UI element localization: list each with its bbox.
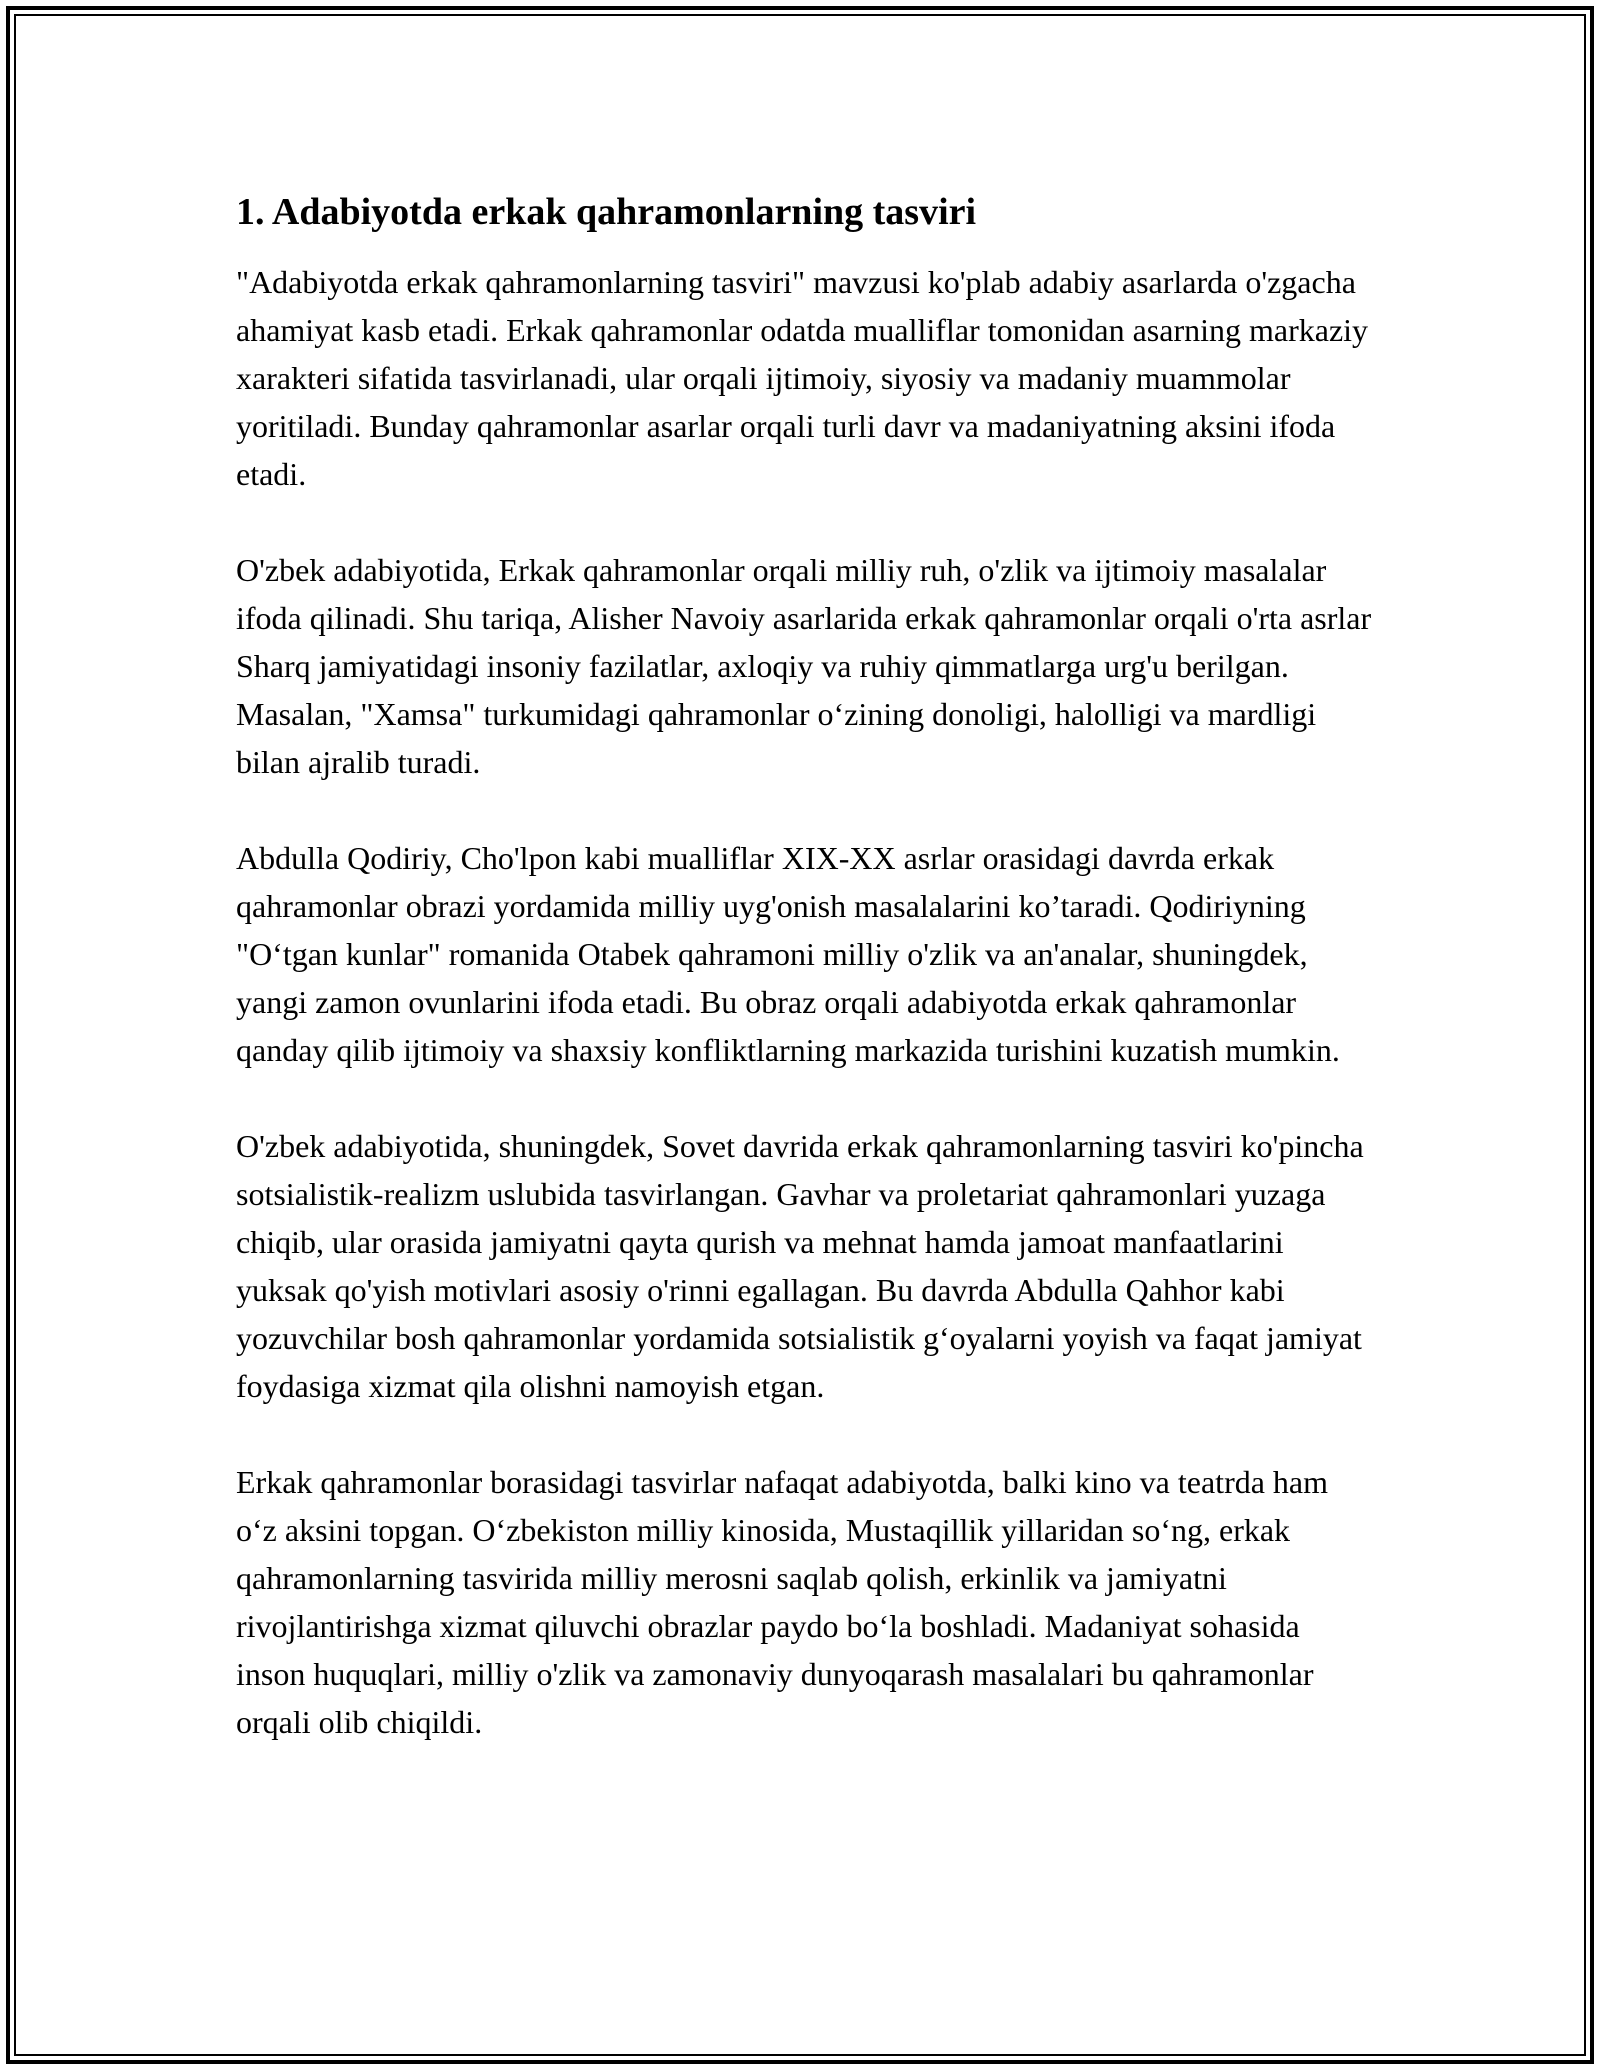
section-heading: 1. Adabiyotda erkak qahramonlarning tasviri xyxy=(236,191,977,233)
paragraph-5: Erkak qahramonlar borasidagi tasvirlar nafaqat adabiyotda, balki kino va teatrda ham o‘z aksini topgan. O‘zbekiston milliy kinosida, Mustaqillik yillaridan so‘ng, erkak qahramonlarning tasvirida milliy merosni saqlab qolish, erkinlik va jamiyatni rivojlantirishga xizmat qiluvchi obrazlar paydo bo‘la boshladi. Madaniyat sohasida inson huquqlari, milliy o'zlik va zamonaviy dunyoqarash masalalari bu qahramonlar orqali olib chiqildi. xyxy=(236,1464,1329,1740)
paragraph-2: O'zbek adabiyotida, Erkak qahramonlar orqali milliy ruh, o'zlik va ijtimoiy masalalar ifoda qilinadi. Shu tariqa, Alisher Navoiy asarlarida erkak qahramonlar orqali o'rta asrlar Sharq jamiyatidagi insoniy fazilatlar, axloqiy va ruhiy qimmatlarga urg'u berilgan. Masalan, "Xamsa" turkumidagi qahramonlar o‘zining donoligi, halolligi va mardligi bilan ajralib turadi. xyxy=(236,552,1372,780)
paragraph-3: Abdulla Qodiriy, Cho'lpon kabi mualliflar XIX-XX asrlar orasidagi davrda erkak qahramonlar obrazi yordamida milliy uyg'onish masalalarini ko’taradi. Qodiriyning "O‘tgan kunlar" romanida Otabek qahramoni milliy o'zlik va an'analar, shuningdek, yangi zamon ovunlarini ifoda etadi. Bu obraz orqali adabiyotda erkak qahramonlar qanday qilib ijtimoiy va shaxsiy konfliktlarning markazida turishini kuzatish mumkin. xyxy=(236,840,1340,1068)
paragraph-1: "Adabiyotda erkak qahramonlarning tasviri" mavzusi ko'plab adabiy asarlarda o'zgacha ahamiyat kasb etadi. Erkak qahramonlar odatda mualliflar tomonidan asarning markaziy xarakteri sifatida tasvirlanadi, ular orqali ijtimoiy, siyosiy va madaniy muammolar yoritiladi. Bunday qahramonlar asarlar orqali turli davr va madaniyatning aksini ifoda etadi. xyxy=(236,264,1369,492)
paragraph-4: O'zbek adabiyotida, shuningdek, Sovet davrida erkak qahramonlarning tasviri ko'pincha sotsialistik-realizm uslubida tasvirlangan. Gavhar va proletariat qahramonlari yuzaga chiqib, ular orasida jamiyatni qayta qurish va mehnat hamda jamoat manfaatlarini yuksak qo'yish motivlari asosiy o'rinni egallagan. Bu davrda Abdulla Qahhor kabi yozuvchilar bosh qahramonlar yordamida sotsialistik g‘oyalarni yoyish va faqat jamiyat foydasiga xizmat qila olishni namoyish etgan. xyxy=(236,1128,1364,1404)
document-body xyxy=(236,188,1376,1794)
